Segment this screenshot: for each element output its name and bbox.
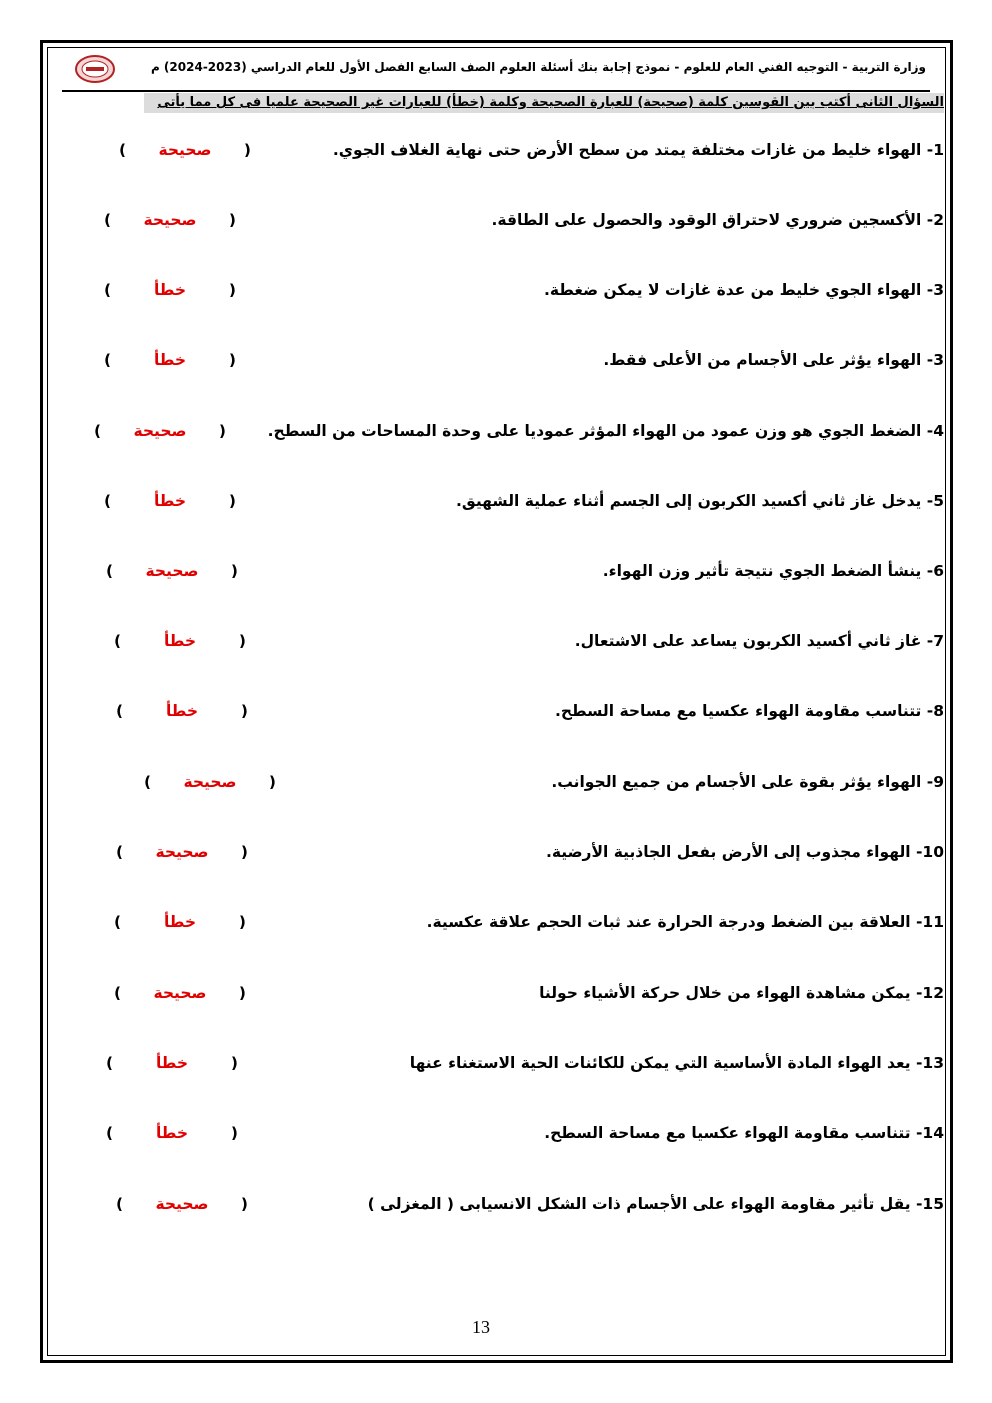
statement-row bbox=[60, 765, 944, 799]
answer-text: صحيحة bbox=[153, 984, 207, 1002]
answer-box bbox=[100, 484, 240, 518]
open-paren: ( bbox=[230, 1054, 238, 1072]
answer-text: خطأ bbox=[153, 281, 187, 299]
close-paren: ) bbox=[119, 141, 127, 159]
statement-text: 7- غاز ثاني أكسيد الكربون يساعد على الاشتعال. bbox=[574, 632, 944, 650]
statement-row bbox=[60, 1116, 944, 1150]
answer-box bbox=[112, 694, 252, 728]
answer-text: خطأ bbox=[163, 632, 197, 650]
close-paren: ) bbox=[116, 843, 124, 861]
close-paren: ) bbox=[114, 632, 122, 650]
answer-box bbox=[100, 343, 240, 377]
statement-text: 15- يقل تأثير مقاومة الهواء على الأجسام ذات الشكل الانسيابى ( المغزلى ) bbox=[367, 1195, 944, 1213]
statement-text: 14- تتناسب مقاومة الهواء عكسيا مع مساحة السطح. bbox=[544, 1124, 944, 1142]
open-paren: ( bbox=[230, 1124, 238, 1142]
statement-text: 9- الهواء يؤثر بقوة على الأجسام من جميع الجوانب. bbox=[551, 773, 944, 791]
statement-text: 11- العلاقة بين الضغط ودرجة الحرارة عند ثبات الحجم علاقة عكسية. bbox=[426, 913, 944, 931]
close-paren: ) bbox=[94, 422, 102, 440]
statement-text: 1- الهواء خليط من غازات مختلفة يمتد من سطح الأرض حتى نهاية الغلاف الجوي. bbox=[332, 141, 944, 159]
answer-box bbox=[102, 554, 242, 588]
answer-box bbox=[112, 1187, 252, 1221]
statement-text: 3- الهواء الجوي خليط من عدة غازات لا يمكن ضغطة. bbox=[543, 281, 944, 299]
statement-text: 4- الضغط الجوي هو وزن عمود من الهواء المؤثر عموديا على وحدة المساحات من السطح. bbox=[267, 422, 944, 440]
ministry-logo-icon bbox=[74, 54, 116, 84]
close-paren: ) bbox=[114, 913, 122, 931]
answer-box bbox=[110, 976, 250, 1010]
header-title: وزارة التربية - التوجيه الفني العام للعلوم - نموذج إجابة بنك أسئلة العلوم الصف السابع الفصل الأول للعام الدراسي (2023-2024) م bbox=[150, 60, 926, 74]
page-number: 13 bbox=[472, 1317, 490, 1337]
open-paren: ( bbox=[228, 281, 236, 299]
statement-text: 10- الهواء مجذوب إلى الأرض بفعل الجاذبية الأرضية. bbox=[545, 843, 944, 861]
open-paren: ( bbox=[238, 632, 246, 650]
open-paren: ( bbox=[238, 913, 246, 931]
answer-text: صحيحة bbox=[158, 141, 212, 159]
answer-text: صحيحة bbox=[133, 422, 187, 440]
statement-row bbox=[60, 203, 944, 237]
open-paren: ( bbox=[240, 1195, 248, 1213]
open-paren: ( bbox=[268, 773, 276, 791]
statement-row bbox=[60, 133, 944, 167]
statement-row bbox=[60, 905, 944, 939]
answer-box bbox=[100, 273, 240, 307]
answer-box bbox=[112, 835, 252, 869]
close-paren: ) bbox=[104, 211, 112, 229]
statement-text: 3- الهواء يؤثر على الأجسام من الأعلى فقط. bbox=[603, 351, 944, 369]
statement-text: 6- ينشأ الضغط الجوي نتيجة تأثير وزن الهواء. bbox=[602, 562, 944, 580]
close-paren: ) bbox=[106, 562, 114, 580]
answer-box bbox=[140, 765, 280, 799]
close-paren: ) bbox=[114, 984, 122, 1002]
page-header bbox=[62, 50, 930, 92]
answer-box bbox=[102, 1046, 242, 1080]
answer-text: صحيحة bbox=[143, 211, 197, 229]
close-paren: ) bbox=[104, 281, 112, 299]
answer-text: خطأ bbox=[163, 913, 197, 931]
answer-box bbox=[110, 905, 250, 939]
open-paren: ( bbox=[238, 984, 246, 1002]
open-paren: ( bbox=[243, 141, 251, 159]
close-paren: ) bbox=[104, 492, 112, 510]
statement-row bbox=[60, 414, 944, 448]
close-paren: ) bbox=[144, 773, 152, 791]
statement-row bbox=[60, 976, 944, 1010]
answer-text: صحيحة bbox=[155, 1195, 209, 1213]
open-paren: ( bbox=[240, 702, 248, 720]
statement-row bbox=[60, 624, 944, 658]
close-paren: ) bbox=[106, 1124, 114, 1142]
answer-text: خطأ bbox=[153, 492, 187, 510]
close-paren: ) bbox=[104, 351, 112, 369]
answer-text: صحيحة bbox=[155, 843, 209, 861]
open-paren: ( bbox=[230, 562, 238, 580]
answer-box bbox=[115, 133, 255, 167]
statement-text: 13- يعد الهواء المادة الأساسية التي يمكن للكائنات الحية الاستغناء عنها bbox=[409, 1054, 944, 1072]
statement-row bbox=[60, 1046, 944, 1080]
statement-row bbox=[60, 273, 944, 307]
statement-row bbox=[60, 554, 944, 588]
statement-row bbox=[60, 343, 944, 377]
statement-row bbox=[60, 835, 944, 869]
statement-row bbox=[60, 484, 944, 518]
open-paren: ( bbox=[228, 492, 236, 510]
answer-box bbox=[110, 624, 250, 658]
answer-text: خطأ bbox=[155, 1124, 189, 1142]
statement-text: 2- الأكسجين ضروري لاحتراق الوقود والحصول على الطاقة. bbox=[491, 211, 944, 229]
statement-row bbox=[60, 1187, 944, 1221]
statement-text: 8- تتناسب مقاومة الهواء عكسيا مع مساحة السطح. bbox=[554, 702, 944, 720]
answer-text: صحيحة bbox=[145, 562, 199, 580]
statement-text: 12- يمكن مشاهدة الهواء من خلال حركة الأشياء حولنا bbox=[539, 984, 944, 1002]
open-paren: ( bbox=[228, 211, 236, 229]
open-paren: ( bbox=[218, 422, 226, 440]
question-instruction: السؤال الثانى أكتب بين القوسين كلمة (صحيحة) للعبارة الصحيحة وكلمة (خطأ) للعبارات غير الصحيحة علميا فى كل مما يأتى bbox=[144, 93, 944, 113]
answer-text: خطأ bbox=[153, 351, 187, 369]
answer-box bbox=[90, 414, 230, 448]
statement-row bbox=[60, 694, 944, 728]
answer-text: صحيحة bbox=[183, 773, 237, 791]
open-paren: ( bbox=[240, 843, 248, 861]
answer-box bbox=[102, 1116, 242, 1150]
answer-text: خطأ bbox=[165, 702, 199, 720]
close-paren: ) bbox=[106, 1054, 114, 1072]
close-paren: ) bbox=[116, 702, 124, 720]
close-paren: ) bbox=[116, 1195, 124, 1213]
answer-box bbox=[100, 203, 240, 237]
statement-text: 5- يدخل غاز ثاني أكسيد الكربون إلى الجسم أثناء عملية الشهيق. bbox=[456, 492, 944, 510]
open-paren: ( bbox=[228, 351, 236, 369]
answer-text: خطأ bbox=[155, 1054, 189, 1072]
